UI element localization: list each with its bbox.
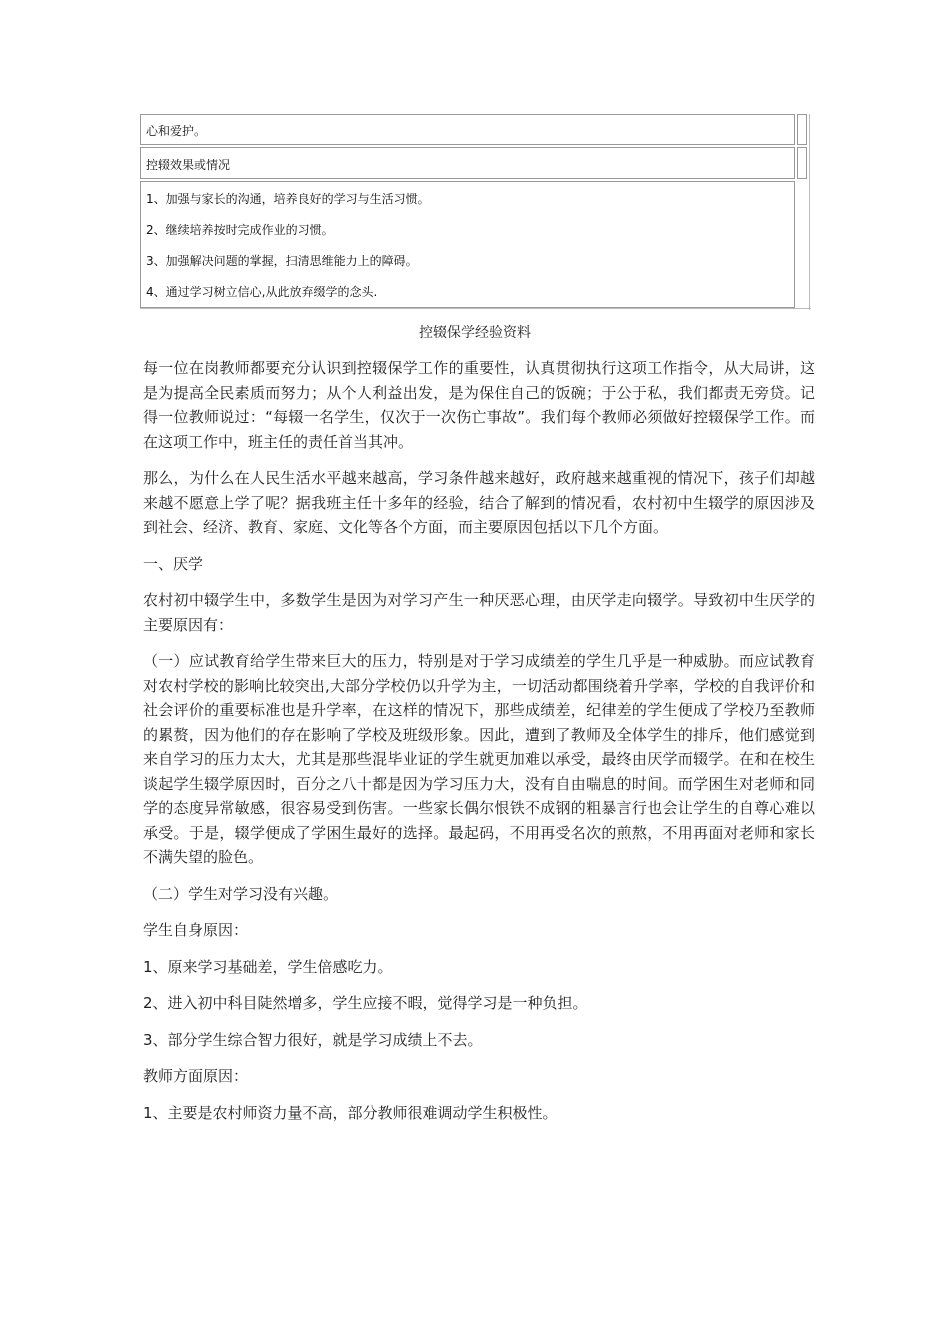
section-heading: 一、厌学 [143,554,204,573]
table-list-item: 3、加强解决问题的掌握，扫清思维能力上的障碍。 [146,254,418,268]
list-item: 2、进入初中科目陡然增多，学生应接不暇，觉得学习是一种负担。 [143,994,588,1012]
list-item: 1、原来学习基础差，学生倍感吃力。 [143,957,393,976]
table-side-cell [797,147,807,179]
list-item: 3、部分学生综合智力很好，就是学习成绩上不去。 [143,1030,483,1049]
paragraph: 学生自身原因： [143,921,249,939]
table-cell-text: 心和爱护。 [146,124,207,138]
table-list-item: 1、加强与家长的沟通，培养良好的学习与生活习惯。 [146,192,430,206]
table-side-cell [797,114,807,145]
table-row [140,181,795,308]
table-row [140,114,795,145]
table-list-item: 2、继续培养按时完成作业的习惯。 [146,223,334,237]
paragraph: 农村初中辍学生中，多数学生是因为对学习产生一种厌恶心理，由厌学走向辍学。导致初中生厌学的主要原因有： [143,591,815,634]
table-row [140,147,795,179]
list-item: 1、主要是农村师资力量不高，部分教师很难调动学生积极性。 [143,1103,558,1122]
paragraph: 教师方面原因： [143,1067,249,1085]
paragraph: 那么，为什么在人民生活水平越来越高，学习条件越来越好，政府越来越重视的情况下，孩子们却越来越不愿意上学了呢？据我班主任十多年的经验，结合了解到的情况看，农村初中生辍学的原因涉及到社会、经济、教育、家庭、文化等各个方面，而主要原因包括以下几个方面。 [143,469,815,536]
document-body [143,356,815,1137]
summary-table [140,114,812,310]
table-border [809,114,812,310]
paragraph: 每一位在岗教师都要充分认识到控辍保学工作的重要性，认真贯彻执行这项工作指令，从大局讲，这是为提高全民素质而努力；从个人利益出发，是为保住自己的饭碗；于公于私，我们都责无旁贷。记得一位教师说过：“每辍一名学生，仅次于一次伤亡事故”。我们每个教师必须做好控辍保学工作。而在这项工作中，班主任的责任首当其冲。 [143,359,815,451]
paragraph: （一）应试教育给学生带来巨大的压力，特别是对于学习成绩差的学生几乎是一种威胁。而应试教育对农村学校的影响比较突出,大部分学校仍以升学为主，一切活动都围绕着升学率，学校的自我评价和社会评价的重要标准也是升学率，在这样的情况下，那些成绩差，纪律差的学生便成了学校乃至教师的累赘，因为他们的存在影响了学校及班级形象。因此，遭到了教师及全体学生的排斥，他们感觉到来自学习的压力太大，尤其是那些混毕业证的学生就更加难以承受，最终由厌学而辍学。在和在校生谈起学生辍学原因时，百分之八十都是因为学习压力大，没有自由喘息的时间。而学困生对老师和同学的态度异常敏感，很容易受到伤害。一些家长偶尔恨铁不成钢的粗暴言行也会让学生的自尊心难以承受。于是，辍学便成了学困生最好的选择。最起码，不用再受名次的煎熬，不用再面对老师和家长不满失望的脸色。 [143,652,815,866]
subsection-heading: （二）学生对学习没有兴趣。 [143,884,339,903]
table-border [140,308,811,311]
document-title: 控辍保学经验资料 [419,325,531,341]
table-cell-text: 控辍效果或情况 [146,158,231,172]
table-list-item: 4、通过学习树立信心,从此放弃缀学的念头. [146,285,378,299]
